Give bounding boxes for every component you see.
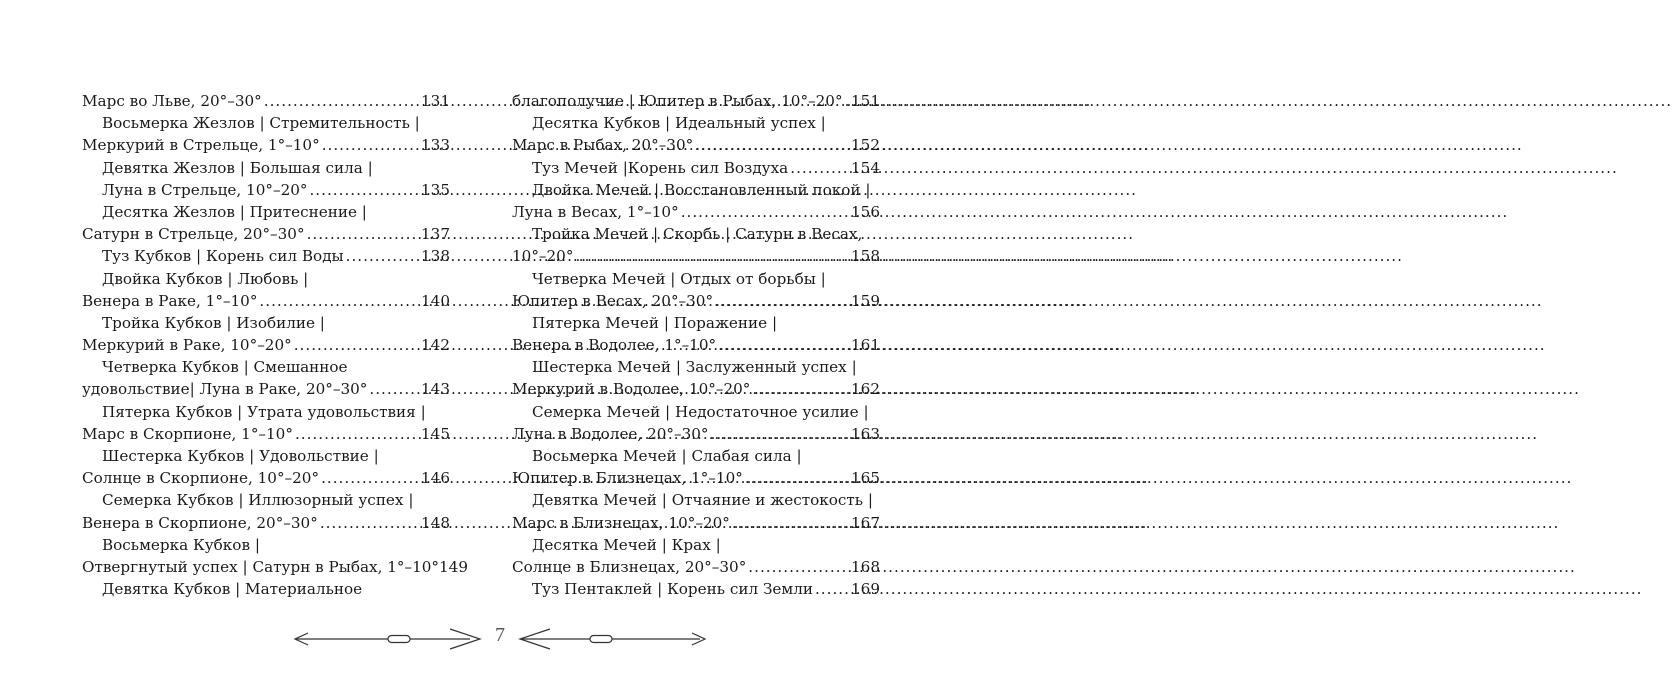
- toc-entry-page: 148: [421, 513, 450, 532]
- toc-entry: [512, 245, 880, 267]
- toc-leader-dots: [309, 179, 419, 201]
- toc-entry: [512, 578, 880, 600]
- toc-leader-dots: [745, 467, 849, 489]
- toc-leader-dots: [790, 157, 849, 179]
- toc-entry: [82, 334, 450, 356]
- toc-entry-text: Венера в Водолее, 1°–10°: [512, 336, 717, 355]
- toc-entry: [512, 445, 880, 467]
- toc-entry: [512, 423, 880, 445]
- toc-entry-text: Отвергнутый успех | Сатурн в Рыбах, 1°–10°149: [82, 557, 469, 576]
- toc-entry-page: 146: [421, 469, 450, 488]
- toc-entry-text: Восьмерка Кубков |: [102, 535, 260, 554]
- toc-entry-page: 140: [421, 291, 450, 310]
- toc-entry: [82, 489, 450, 511]
- toc-entry-page: 142: [421, 336, 450, 355]
- toc-entry: [82, 578, 450, 600]
- toc-entry: [512, 201, 880, 223]
- toc-leader-dots: [264, 90, 419, 112]
- toc-leader-dots: [321, 467, 419, 489]
- page-footer: [0, 621, 1000, 657]
- toc-entry-page: 169: [851, 580, 880, 599]
- toc-entry-page: 168: [851, 557, 880, 576]
- toc-entry-text: Марс в Рыбах, 20°–30°: [512, 136, 694, 155]
- toc-leader-dots: [294, 334, 419, 356]
- toc-entry-text: Пятерка Мечей | Поражение |: [532, 313, 778, 332]
- toc-entry-page: 151: [851, 92, 880, 110]
- toc-entry-text: Марс в Скорпионе, 1°–10°: [82, 424, 293, 443]
- toc-entry: [82, 201, 450, 223]
- toc-leader-dots: [307, 223, 419, 245]
- toc-leader-dots: [346, 245, 419, 267]
- toc-entry-text: Двойка Кубков | Любовь |: [102, 269, 309, 288]
- toc-entry-text: Девятка Жезлов | Большая сила |: [102, 158, 373, 177]
- toc-entry-text: Девятка Мечей | Отчаяние и жестокость |: [532, 491, 874, 510]
- toc-entry-text: Луна в Водолее, 20°–30°: [512, 424, 709, 443]
- toc-entry: [82, 556, 469, 578]
- toc-entry: [82, 90, 450, 112]
- toc-entry-text: Юпитер в Близнецах, 1°–10°: [512, 469, 743, 488]
- toc-entry-page: 158: [851, 247, 880, 266]
- toc-entry-page: 143: [421, 380, 450, 399]
- toc-entry: [512, 378, 880, 400]
- toc-leader-dots: [320, 512, 419, 534]
- toc-entry-page: 137: [421, 225, 450, 244]
- toc-entry: [512, 268, 880, 290]
- toc-leader-dots: [322, 134, 419, 156]
- toc-entry-text: Шестерка Кубков | Удовольствие |: [102, 447, 379, 465]
- toc-entry-text: благополучие | Юпитер в Рыбах, 10°–20°: [512, 92, 843, 110]
- toc-entry-page: 133: [421, 136, 450, 155]
- toc-entry-text: Тройка Мечей | Скорбь | Сатурн в Весах,: [532, 225, 863, 244]
- toc-entry: [512, 556, 880, 578]
- toc-entry-text: Четверка Мечей | Отдых от борьбы |: [532, 269, 826, 288]
- toc-entry-page: 159: [851, 291, 880, 310]
- toc-entry: [512, 356, 880, 378]
- toc-entry-text: Юпитер в Весах, 20°–30°: [512, 291, 714, 310]
- toc-entry-text: Шестерка Мечей | Заслуженный успех |: [532, 358, 857, 377]
- toc-leader-dots: [845, 90, 849, 112]
- toc-entry-text: Солнце в Близнецах, 20°–30°: [512, 557, 747, 576]
- toc-entry-text: Меркурий в Раке, 10°–20°: [82, 336, 292, 355]
- toc-entry-text: Семерка Кубков | Иллюзорный успех |: [102, 491, 414, 510]
- toc-leader-dots: [575, 245, 849, 267]
- toc-entry: [82, 134, 450, 156]
- toc-leader-dots: [732, 512, 849, 534]
- toc-entry: [512, 90, 880, 112]
- toc-entry-page: 162: [851, 380, 880, 399]
- toc-entry: [512, 534, 880, 556]
- toc-entry: [512, 134, 880, 156]
- toc-entry: [82, 378, 450, 400]
- toc-entry: [82, 356, 450, 378]
- toc-entry: [82, 223, 450, 245]
- toc-leader-dots: [259, 290, 419, 312]
- toc-entry: [512, 157, 880, 179]
- toc-leader-dots: [695, 134, 849, 156]
- toc-entry-text: 10°–20°: [512, 247, 574, 266]
- toc-entry-text: Сатурн в Стрельце, 20°–30°: [82, 225, 305, 244]
- toc-entry-text: Десятка Жезлов | Притеснение |: [102, 202, 367, 221]
- toc-entry: [82, 290, 450, 312]
- toc-entry-text: Луна в Стрельце, 10°–20°: [102, 180, 308, 199]
- toc-leader-dots: [748, 556, 849, 578]
- toc-entry-page: 167: [851, 513, 880, 532]
- toc-entry-page: 156: [851, 202, 880, 221]
- toc-entry-page: 154: [851, 158, 880, 177]
- toc-leader-dots: [715, 290, 849, 312]
- toc-entry-page: 138: [421, 247, 450, 266]
- toc-entry: [82, 401, 450, 423]
- toc-entry: [82, 268, 450, 290]
- toc-entry-text: Десятка Кубков | Идеальный успех |: [532, 114, 826, 133]
- toc-entry-text: Венера в Скорпионе, 20°–30°: [82, 513, 318, 532]
- toc-entry-page: 135: [421, 180, 450, 199]
- toc-entry: [512, 467, 880, 489]
- toc-leader-dots: [752, 378, 849, 400]
- toc-entry: [512, 179, 880, 201]
- toc-entry: [512, 401, 880, 423]
- toc-leader-dots: [718, 334, 849, 356]
- toc-entry: [82, 179, 450, 201]
- toc-entry: [512, 512, 880, 534]
- toc-entry: [512, 334, 880, 356]
- toc-entry-text: Меркурий в Стрельце, 1°–10°: [82, 136, 320, 155]
- toc-entry-page: 163: [851, 424, 880, 443]
- toc-entry-text: Пятерка Кубков | Утрата удовольствия |: [102, 402, 426, 421]
- toc-entry: [82, 534, 450, 556]
- toc-entry-text: Десятка Мечей | Крах |: [532, 535, 721, 554]
- toc-entry-text: Семерка Мечей | Недостаточное усилие |: [532, 402, 869, 421]
- toc-entry-text: Тройка Кубков | Изобилие |: [102, 313, 325, 332]
- toc-entry-text: Марс во Льве, 20°–30°: [82, 92, 262, 110]
- toc-entry-text: Двойка Мечей | Восстановленный покой |: [532, 180, 871, 199]
- toc-entry: [82, 312, 450, 334]
- toc-entry-page: 145: [421, 424, 450, 443]
- toc-entry-text: Луна в Весах, 1°–10°: [512, 202, 679, 221]
- toc-entry-page: 161: [851, 336, 880, 355]
- toc-leader-dots: [681, 201, 849, 223]
- toc-entry-text: Восьмерка Жезлов | Стремительность |: [102, 114, 420, 133]
- toc-column-right: [512, 90, 880, 600]
- toc-entry: [512, 223, 880, 245]
- toc-entry: [82, 467, 450, 489]
- toc-entry-text: Туз Мечей |Корень сил Воздуха: [532, 158, 789, 177]
- toc-entry-text: Восьмерка Мечей | Слабая сила |: [532, 447, 802, 465]
- toc-entry: [512, 312, 880, 334]
- toc-entry: [82, 112, 450, 134]
- toc-entry-text: Венера в Раке, 1°–10°: [82, 291, 258, 310]
- page-number: 7: [495, 624, 505, 646]
- toc-entry-text: Туз Пентаклей | Корень сил Земли: [532, 580, 813, 599]
- toc-leader-dots: [295, 423, 419, 445]
- toc-entry-text: Меркурий в Водолее, 10°–20°: [512, 380, 751, 399]
- toc-entry-text: Туз Кубков | Корень сил Воды: [102, 247, 344, 266]
- toc-entry-text: Четверка Кубков | Смешанное: [102, 358, 348, 377]
- toc-leader-dots: [815, 578, 849, 600]
- toc-entry: [512, 112, 880, 134]
- toc-leader-dots: [711, 423, 849, 445]
- toc-entry: [82, 423, 450, 445]
- toc-entry-text: Солнце в Скорпионе, 10°–20°: [82, 469, 320, 488]
- toc-entry-text: удовольствие| Луна в Раке, 20°–30°: [82, 380, 368, 399]
- toc-entry: [82, 245, 450, 267]
- toc-entry: [82, 445, 450, 467]
- toc-entry-page: 152: [851, 136, 880, 155]
- toc-column-left: [82, 90, 469, 600]
- toc-entry: [82, 157, 450, 179]
- toc-entry: [512, 290, 880, 312]
- toc-entry-page: 131: [421, 92, 450, 110]
- toc-leader-dots: [369, 378, 419, 400]
- toc-entry-text: Девятка Кубков | Материальное: [102, 580, 363, 599]
- toc-entry: [82, 512, 450, 534]
- toc-entry-text: Марс в Близнецах, 10°–20°: [512, 513, 730, 532]
- toc-entry: [512, 489, 880, 511]
- toc-entry-page: 165: [851, 469, 880, 488]
